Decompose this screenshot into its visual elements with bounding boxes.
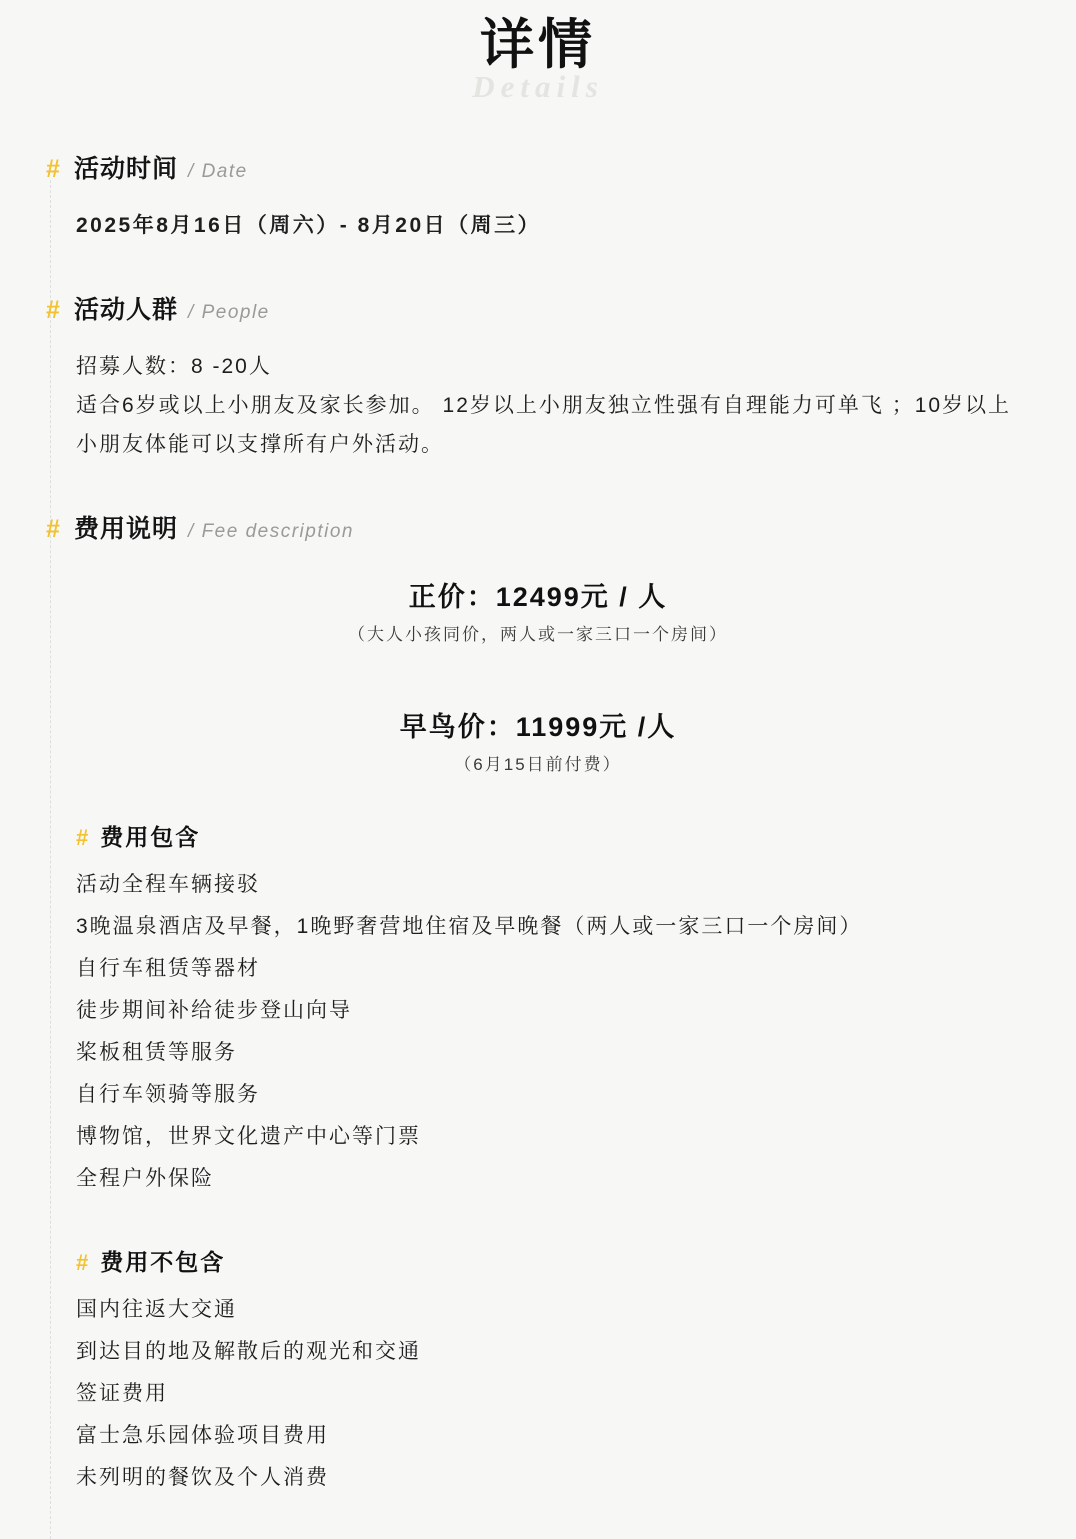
details-content — [0, 149, 1076, 1498]
list-item: 3晚温泉酒店及早餐，1晚野奢营地住宿及早晚餐（两人或一家三口一个房间） — [76, 914, 863, 938]
list-item: 全程户外保险 — [76, 1166, 214, 1190]
hash-icon: # — [46, 155, 60, 184]
fee-regular-block — [44, 575, 1032, 645]
section-fee-header — [42, 509, 1032, 545]
section-fee-title: 费用说明 — [74, 514, 179, 543]
section-date-title: 活动时间 — [74, 155, 179, 184]
list-item: 徒步期间补给徒步登山向导 — [76, 998, 352, 1022]
fee-regular-price: 正价：12499元 / 人 — [408, 581, 668, 612]
page-subtitle: Details — [472, 69, 604, 105]
list-item: 未列明的餐饮及个人消费 — [76, 1465, 329, 1489]
fee-included-list — [44, 864, 1032, 1200]
fee-spacer — [44, 645, 1032, 675]
list-item: 博物馆，世界文化遗产中心等门票 — [76, 1124, 421, 1148]
section-fee-subtitle: / Fee description — [188, 520, 354, 542]
fee-early-note: （6月15日前付费） — [454, 754, 622, 774]
section-people — [44, 290, 1032, 465]
list-item: 自行车租赁等器材 — [76, 956, 260, 980]
list-item: 富士急乐园体验项目费用 — [76, 1423, 329, 1447]
page-title: 详情 — [480, 15, 596, 75]
fee-included-header — [44, 819, 1032, 852]
list-item: 自行车领骑等服务 — [76, 1082, 260, 1106]
hash-icon: # — [46, 296, 60, 325]
fee-excluded-list — [44, 1289, 1032, 1499]
fee-excluded-title: 费用不包含 — [100, 1248, 226, 1275]
fee-regular-note: （大人小孩同价，两人或一家三口一个房间） — [348, 624, 728, 644]
fee-early-price: 早鸟价：11999元 /人 — [399, 711, 677, 742]
list-item: 到达目的地及解散后的观光和交通 — [76, 1339, 421, 1363]
section-fee — [44, 509, 1032, 1499]
section-date-subtitle: / Date — [188, 161, 248, 183]
section-date — [44, 149, 1032, 246]
section-people-subtitle: / People — [188, 302, 270, 324]
list-item: 签证费用 — [76, 1381, 168, 1405]
hash-icon: # — [46, 514, 60, 543]
hash-icon: # — [76, 1249, 89, 1275]
section-date-body — [44, 207, 1032, 246]
list-item: 国内往返大交通 — [76, 1297, 237, 1321]
fee-excluded-header — [44, 1244, 1032, 1277]
hash-icon: # — [76, 824, 89, 850]
section-people-body — [44, 348, 1032, 465]
list-item: 活动全程车辆接驳 — [76, 872, 260, 896]
section-people-title: 活动人群 — [74, 296, 179, 325]
fee-early-block — [44, 705, 1032, 775]
people-count-line: 招募人数：8 -20人 — [76, 355, 272, 379]
section-people-header — [42, 290, 1032, 326]
list-item: 桨板租赁等服务 — [76, 1040, 237, 1064]
fee-included-title: 费用包含 — [100, 823, 201, 850]
people-requirement-line: 适合6岁或以上小朋友及家长参加。 12岁以上小朋友独立性强有自理能力可单飞 ；10岁以上小朋友体能可以支撑所有户外活动。 — [76, 394, 1012, 456]
date-line: 2025年8月16日（周六）- 8月20日（周三） — [76, 214, 542, 238]
page-header — [0, 0, 1076, 105]
section-date-header — [42, 149, 1032, 185]
